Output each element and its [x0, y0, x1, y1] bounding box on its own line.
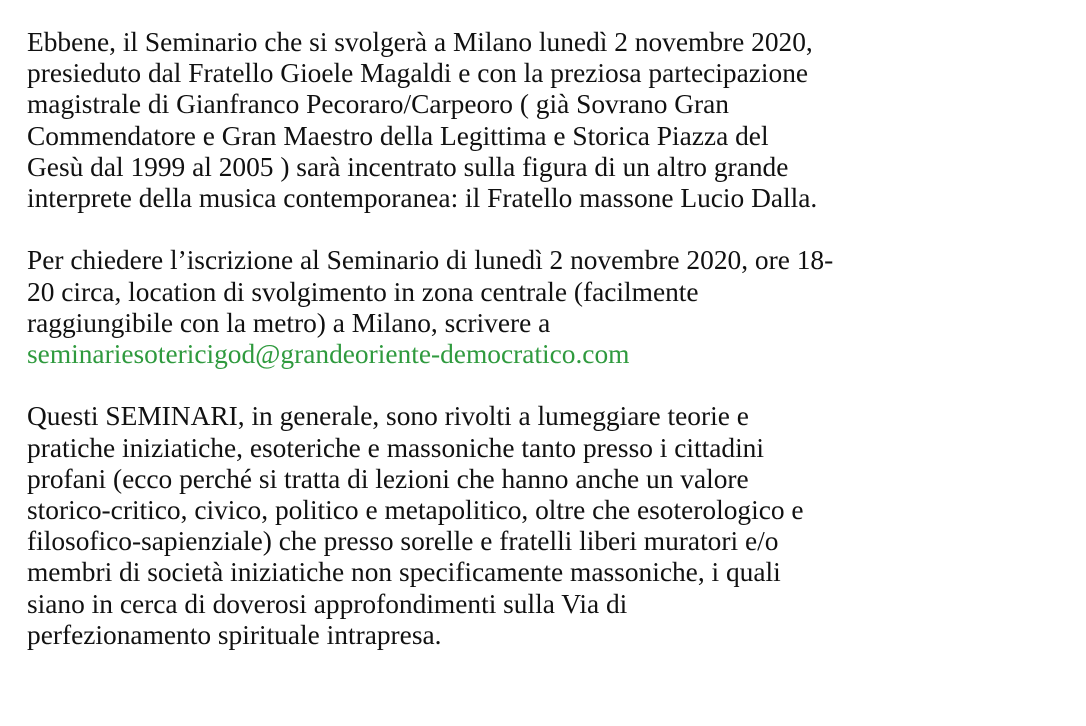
text-line: storico-critico, civico, politico e metapolitico, oltre che esoterologico e: [27, 495, 804, 526]
registration-paragraph: [27, 245, 1067, 370]
cropped-link-fragment: [66, 0, 136, 3]
text-line: Per chiedere l’iscrizione al Seminario di lunedì 2 novembre 2020, ore 18-: [27, 245, 834, 276]
text-line: membri di società iniziatiche non specificamente massoniche, i quali: [27, 557, 781, 588]
text-line: pratiche iniziatiche, esoteriche e massoniche tanto presso i cittadini: [27, 432, 764, 463]
text-line: perfezionamento spirituale intrapresa.: [27, 619, 442, 650]
text-line: interprete della musica contemporanea: il Fratello massone Lucio Dalla.: [27, 183, 818, 214]
text-line: siano in cerca di doverosi approfondimenti sulla Via di: [27, 588, 628, 619]
text-line: 20 circa, location di svolgimento in zona centrale (facilmente: [27, 276, 699, 307]
text-line: Ebbene, il Seminario che si svolgerà a Milano lunedì 2 novembre 2020,: [27, 27, 813, 57]
text-line: filosofico-sapienziale) che presso sorelle e fratelli liberi muratori e/o: [27, 526, 779, 557]
text-line: Gesù dal 1999 al 2005 ) sarà incentrato sulla figura di un altro grande: [27, 151, 789, 182]
text-line: Commendatore e Gran Maestro della Legittima e Storica Piazza del: [27, 120, 769, 151]
text-line: magistrale di Gianfranco Pecoraro/Carpeoro ( già Sovrano Gran: [27, 89, 730, 120]
text-line: presieduto dal Fratello Gioele Magaldi e con la preziosa partecipazione: [27, 58, 809, 89]
article-body: [27, 27, 1067, 682]
seminar-description-paragraph: [27, 401, 1067, 651]
text-line: Questi SEMINARI, in generale, sono rivolti a lumeggiare teorie e: [27, 401, 749, 432]
text-line: raggiungibile con la metro) a Milano, scrivere a: [27, 307, 551, 338]
text-line: profani (ecco perché si tratta di lezioni che hanno anche un valore: [27, 463, 749, 494]
seminar-announcement-paragraph: [27, 27, 1067, 214]
registration-email-link[interactable]: seminariesotericigod@grandeoriente-democratico.com: [27, 339, 630, 370]
